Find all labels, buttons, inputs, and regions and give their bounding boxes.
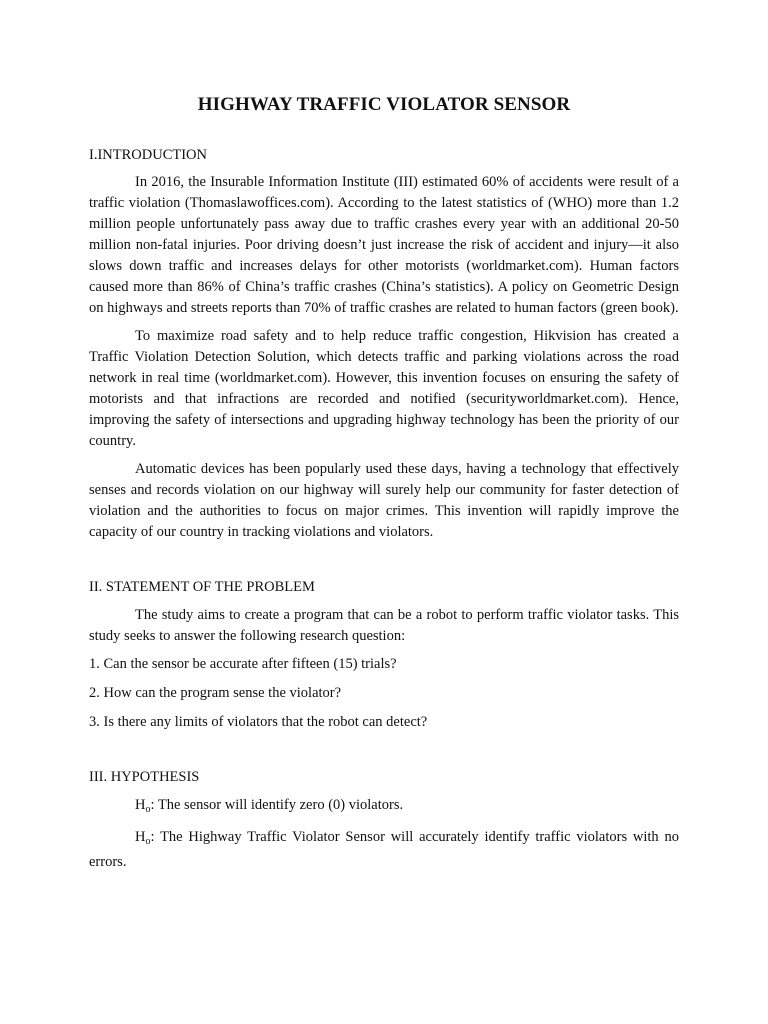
hypothesis-symbol: H: [135, 797, 146, 813]
intro-paragraph-1: In 2016, the Insurable Information Institute (III) estimated 60% of accidents were result of a traffic violation (Thomaslawoffices.com). According to the latest statistics of (WHO) more than 1.2 million people unfortunately pass away due to traffic crashes every year with an additional 20-50 million non-fatal injuries. Poor driving doesn’t just increase the risk of accident and injury—it also slows down traffic and increases delays for other motorists (worldmarket.com). Human factors caused more than 86% of China’s traffic crashes (China’s statistics). A policy on Geometric Design on highways and streets reports than 70% of traffic crashes are related to human factors (green book).: [89, 174, 679, 316]
research-question-3: 3. Is there any limits of violators that the robot can detect?: [89, 714, 428, 730]
research-question-2: 2. How can the program sense the violator?: [89, 685, 342, 701]
hypothesis-subscript: o: [145, 804, 151, 815]
hypothesis-item-2: [89, 827, 679, 873]
section-heading-hypothesis: III. HYPOTHESIS: [89, 769, 200, 785]
hypothesis-subscript: o: [145, 836, 151, 847]
problem-intro-paragraph: The study aims to create a program that can be a robot to perform traffic violator tasks. This study seeks to answer the following research question:: [89, 607, 679, 644]
section-heading-problem: II. STATEMENT OF THE PROBLEM: [89, 579, 315, 595]
section-hypothesis: [89, 767, 679, 873]
document-title: HIGHWAY TRAFFIC VIOLATOR SENSOR: [197, 94, 571, 115]
section-heading-introduction: I.INTRODUCTION: [89, 147, 207, 163]
hypothesis-text: : The sensor will identify zero (0) violators.: [150, 797, 404, 813]
intro-paragraph-2: To maximize road safety and to help reduce traffic congestion, Hikvision has created a Traffic Violation Detection Solution, which detects traffic and parking violations across the road network in real time (worldmarket.com). However, this invention focuses on ensuring the safety of motorists and that infractions are recorded and notified (securityworldmarket.com). Hence, improving the safety of intersections and upgrading highway technology has been the priority of our country.: [89, 328, 679, 449]
hypothesis-text: : The Highway Traffic Violator Sensor will accurately identify traffic violators with no errors.: [89, 829, 679, 870]
hypothesis-symbol: H: [135, 829, 146, 845]
hypothesis-item-1: [89, 795, 679, 820]
section-problem: [89, 577, 679, 733]
section-introduction: [89, 145, 679, 543]
research-question-1: 1. Can the sensor be accurate after fifteen (15) trials?: [89, 656, 397, 672]
intro-paragraph-3: Automatic devices has been popularly used these days, having a technology that effectively senses and records violation on our highway will surely help our community for faster detection of violation and the authorities to focus on major crimes. This invention will rapidly improve the capacity of our country in tracking violations and violators.: [89, 461, 679, 540]
